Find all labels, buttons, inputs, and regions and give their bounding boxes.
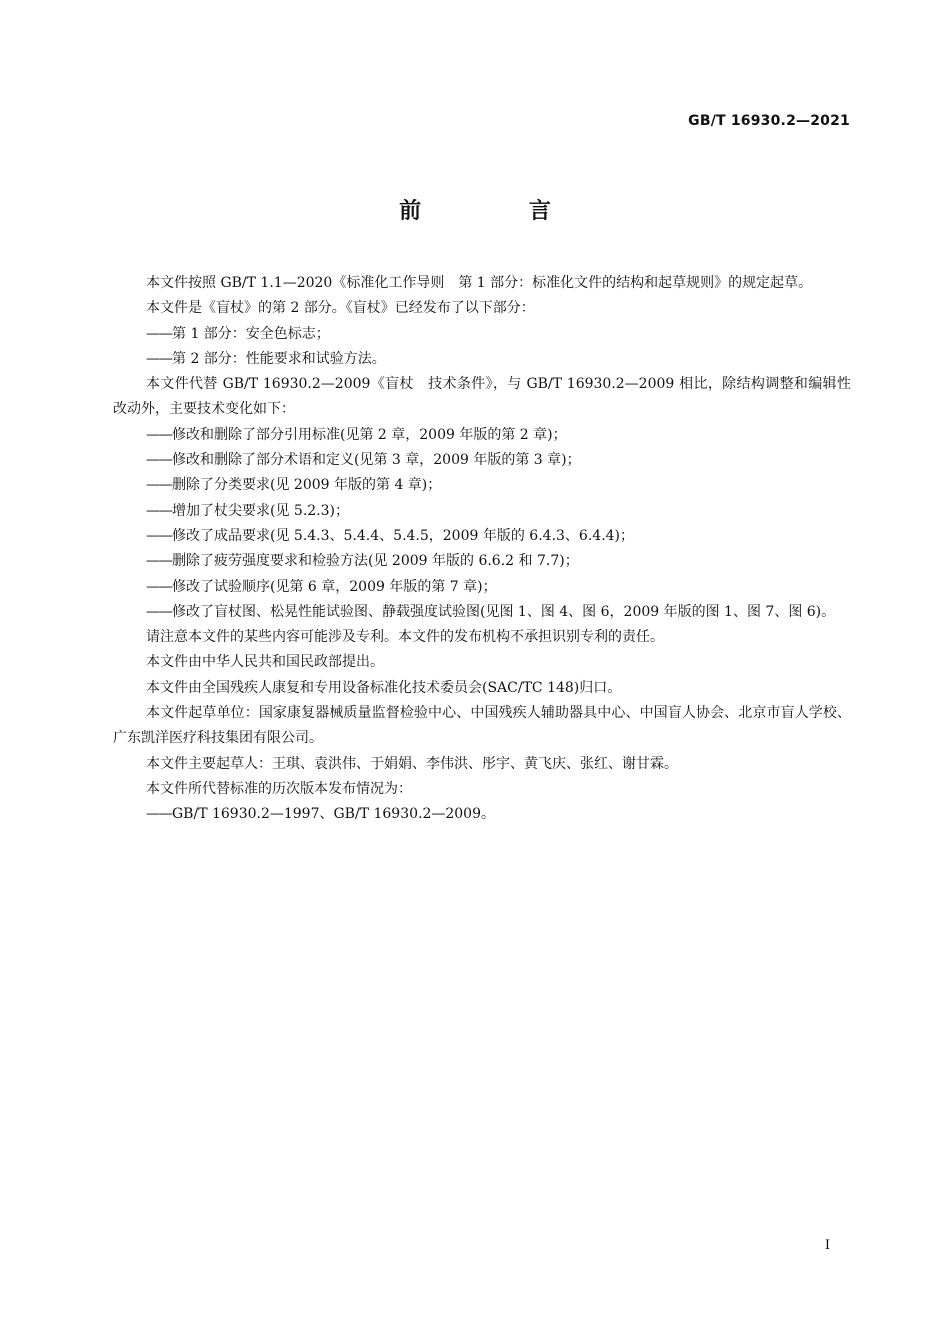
list-item-change: —— 删除了分类要求(见 2009 年版的第 4 章)；: [113, 473, 851, 498]
list-item-change: —— 增加了杖尖要求(见 5.2.3)；: [113, 499, 851, 524]
paragraph-replacement: 本文件代替 GB/T 16930.2—2009《盲杖 技术条件》，与 GB/T 16930.2—2009 相比，除结构调整和编辑性改动外，主要技术变化如下：: [113, 376, 851, 418]
foreword-body: [113, 271, 851, 828]
paragraph-drafters: 本文件主要起草人：王琪、袁洪伟、于娟娟、李伟洪、彤宇、黄飞庆、张红、谢甘霖。: [146, 755, 678, 772]
list-item-change: —— 修改了试验顺序(见第 6 章，2009 年版的第 7 章)；: [113, 575, 851, 600]
page-title: 前 言: [399, 199, 601, 224]
list-item-change: —— 修改了成品要求(见 5.4.3、5.4.4、5.4.5，2009 年版的 6.4.3、6.4.4)；: [113, 524, 851, 549]
list-item-change: —— 修改和删除了部分术语和定义(见第 3 章，2009 年版的第 3 章)；: [113, 448, 851, 473]
list-item-change: —— 修改和删除了部分引用标准(见第 2 章，2009 年版的第 2 章)；: [113, 423, 851, 448]
paragraph-parts-intro: 本文件是《盲杖》的第 2 部分。《盲杖》已经发布了以下部分：: [146, 300, 535, 317]
page-number: I: [824, 1238, 830, 1253]
list-item-change: —— 修改了盲杖图、松晃性能试验图、静载强度试验图(见图 1、图 4、图 6，2009 年版的图 1、图 7、图 6)。: [113, 600, 851, 625]
paragraph-history-intro: 本文件所代替标准的历次版本发布情况为：: [146, 780, 412, 797]
list-item-history: —— GB/T 16930.2—1997、GB/T 16930.2—2009。: [113, 802, 851, 827]
paragraph-proposed-by: 本文件由中华人民共和国民政部提出。: [146, 654, 384, 671]
paragraph-drafting-rules: 本文件按照 GB/T 1.1—2020《标准化工作导则 第 1 部分：标准化文件的结构和起草规则》的规定起草。: [146, 275, 813, 291]
paragraph-drafting-units: 本文件起草单位：国家康复器械质量监督检验中心、中国残疾人辅助器具中心、中国盲人协会、北京市盲人学校、广东凯洋医疗科技集团有限公司。: [113, 705, 851, 747]
paragraph-committee: 本文件由全国残疾人康复和专用设备标准化技术委员会(SAC/TC 148)归口。: [146, 679, 622, 696]
list-item-part-1: —— 第 1 部分：安全色标志；: [113, 322, 851, 347]
standard-number: GB/T 16930.2—2021: [688, 113, 850, 129]
list-item-change: —— 删除了疲劳强度要求和检验方法(见 2009 年版的 6.6.2 和 7.7)；: [113, 549, 851, 574]
paragraph-patent-notice: 请注意本文件的某些内容可能涉及专利。本文件的发布机构不承担识别专利的责任。: [146, 629, 664, 646]
list-item-part-2: —— 第 2 部分：性能要求和试验方法。: [113, 347, 851, 372]
